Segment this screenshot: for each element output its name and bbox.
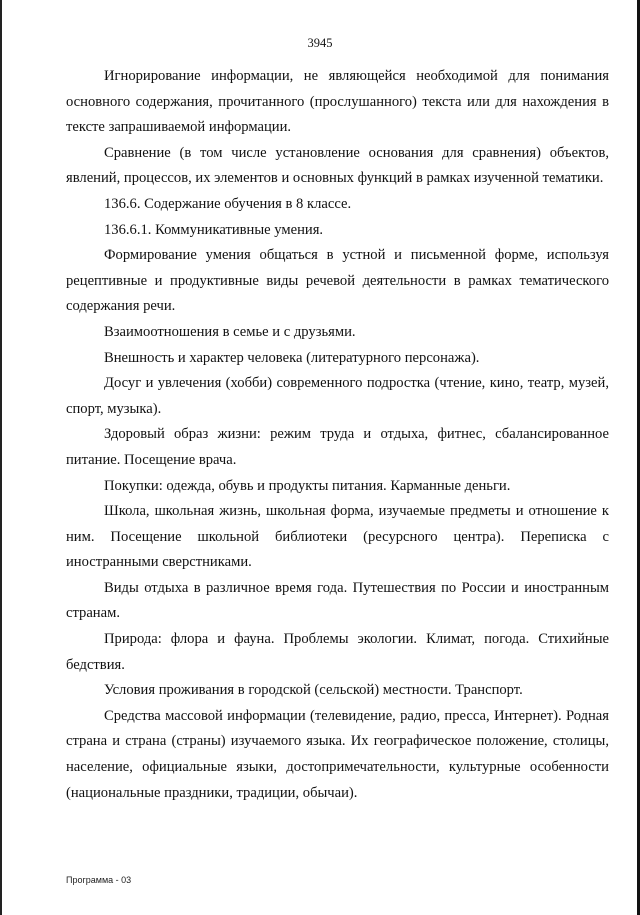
topic-shopping: Покупки: одежда, обувь и продукты питания. Карманные деньги. — [104, 477, 511, 494]
topic-appearance-character: Внешность и характер человека (литературного персонажа). — [104, 349, 480, 366]
topic-leisure-hobbies: Досуг и увлечения (хобби) современного подростка (чтение, кино, театр, музей, спорт, музыка). — [66, 375, 609, 417]
page-edge-left — [0, 0, 2, 915]
topic-family-friends: Взаимоотношения в семье и с друзьями. — [104, 323, 356, 340]
page-number: 3945 — [307, 36, 333, 50]
topic-school: Школа, школьная жизнь, школьная форма, изучаемые предметы и отношение к ним. Посещение школьной библиотеки (ресурсного центра). Переписка с иностранными сверстниками. — [66, 503, 609, 571]
paragraph-comparison: Сравнение (в том числе установление основания для сравнения) объектов, явлений, процессов, их элементов и основных функций в рамках изученной тематики. — [66, 144, 609, 187]
topic-nature-ecology: Природа: флора и фауна. Проблемы экологии. Климат, погода. Стихийные бедствия. — [66, 631, 609, 673]
document-body — [66, 64, 609, 806]
footer-program-label: Программа - 03 — [66, 875, 132, 885]
topic-mass-media-countries: Средства массовой информации (телевидение, радио, пресса, Интернет). Родная страна и страна (страны) изучаемого языка. Их географическое положение, столицы, население, официальные языки, достопримечательности, культурные особенности (национальные праздники, традиции, обычаи). — [66, 707, 609, 801]
subsection-heading-communicative-skills: 136.6.1. Коммуникативные умения. — [104, 221, 324, 238]
topic-living-conditions: Условия проживания в городской (сельской) местности. Транспорт. — [104, 682, 523, 699]
section-heading-grade-8: 136.6. Содержание обучения в 8 классе. — [104, 195, 352, 212]
topic-healthy-lifestyle: Здоровый образ жизни: режим труда и отдыха, фитнес, сбалансированное питание. Посещение врача. — [66, 426, 609, 468]
paragraph-skill-formation: Формирование умения общаться в устной и письменной форме, используя рецептивные и продуктивные виды речевой деятельности в рамках тематического содержания речи. — [66, 247, 609, 315]
topic-vacations-travel: Виды отдыха в различное время года. Путешествия по России и иностранным странам. — [66, 579, 609, 622]
paragraph-ignoring-info: Игнорирование информации, не являющейся необходимой для понимания основного содержания, прочитанного (прослушанного) текста или для нахождения в тексте запрашиваемой информации. — [66, 68, 609, 136]
